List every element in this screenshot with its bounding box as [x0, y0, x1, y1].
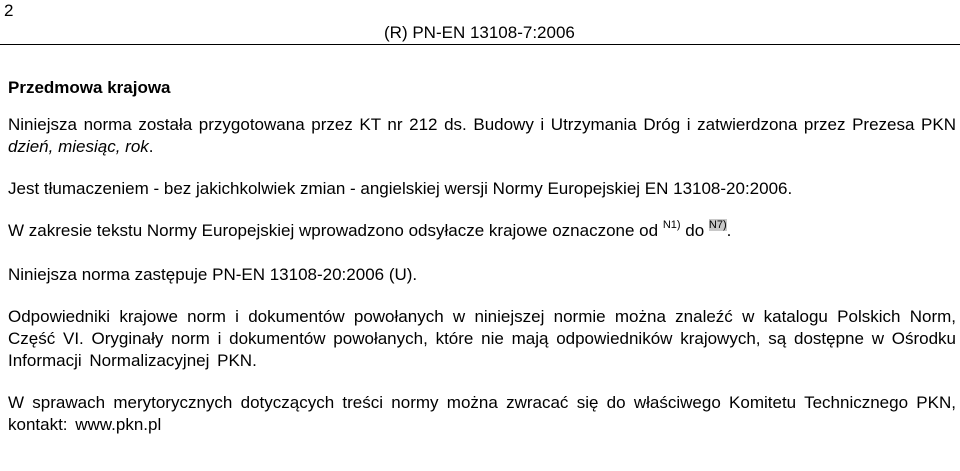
section-title: Przedmowa krajowa [8, 78, 171, 97]
paragraph-footnotes-mid: do [680, 221, 709, 240]
paragraph-references: Odpowiedniki krajowe norm i dokumentów powołanych w niniejszej normie można znaleźć w katalogu Polskich Norm, Część VI. Oryginały norm i dokumentów powołanych, które nie mają odpowiedników krajowych, są dostępne w Ośrodku Informacji Normalizacyjnej PKN. [8, 307, 956, 370]
paragraph-preparation-end: . [148, 137, 154, 156]
paragraph-translation: Jest tłumaczeniem - bez jakichkolwiek zmian - angielskiej wersji Normy Europejskiej EN 13108-20:2006. [8, 179, 793, 198]
paragraph-replaces: Niniejsza norma zastępuje PN-EN 13108-20:2006 (U). [8, 265, 418, 284]
footnote-ref-end: N7) [708, 219, 727, 231]
paragraph-footnotes [8, 220, 956, 244]
document-body [8, 77, 956, 436]
page-number: 2 [4, 1, 14, 20]
footnote-ref-start: N1) [662, 219, 681, 231]
header-divider [0, 44, 960, 45]
paragraph-footnotes-text: W zakresie tekstu Normy Europejskiej wprowadzono odsyłacze krajowe oznaczone od [8, 221, 663, 240]
paragraph-preparation-text: Niniejsza norma została przygotowana przez KT nr 212 ds. Budowy i Utrzymania Dróg i zatwierdzona przez Prezesa PKN [8, 115, 956, 134]
paragraph-contact: W sprawach merytorycznych dotyczących treści normy można zwracać się do właściwego Komitetu Technicznego PKN, kontakt: www.pkn.pl [8, 393, 956, 434]
date-placeholder: dzień, miesiąc, rok [8, 137, 149, 156]
paragraph-footnotes-end: . [726, 221, 732, 240]
paragraph-preparation [8, 114, 956, 158]
document-reference: (R) PN-EN 13108-7:2006 [384, 23, 575, 42]
